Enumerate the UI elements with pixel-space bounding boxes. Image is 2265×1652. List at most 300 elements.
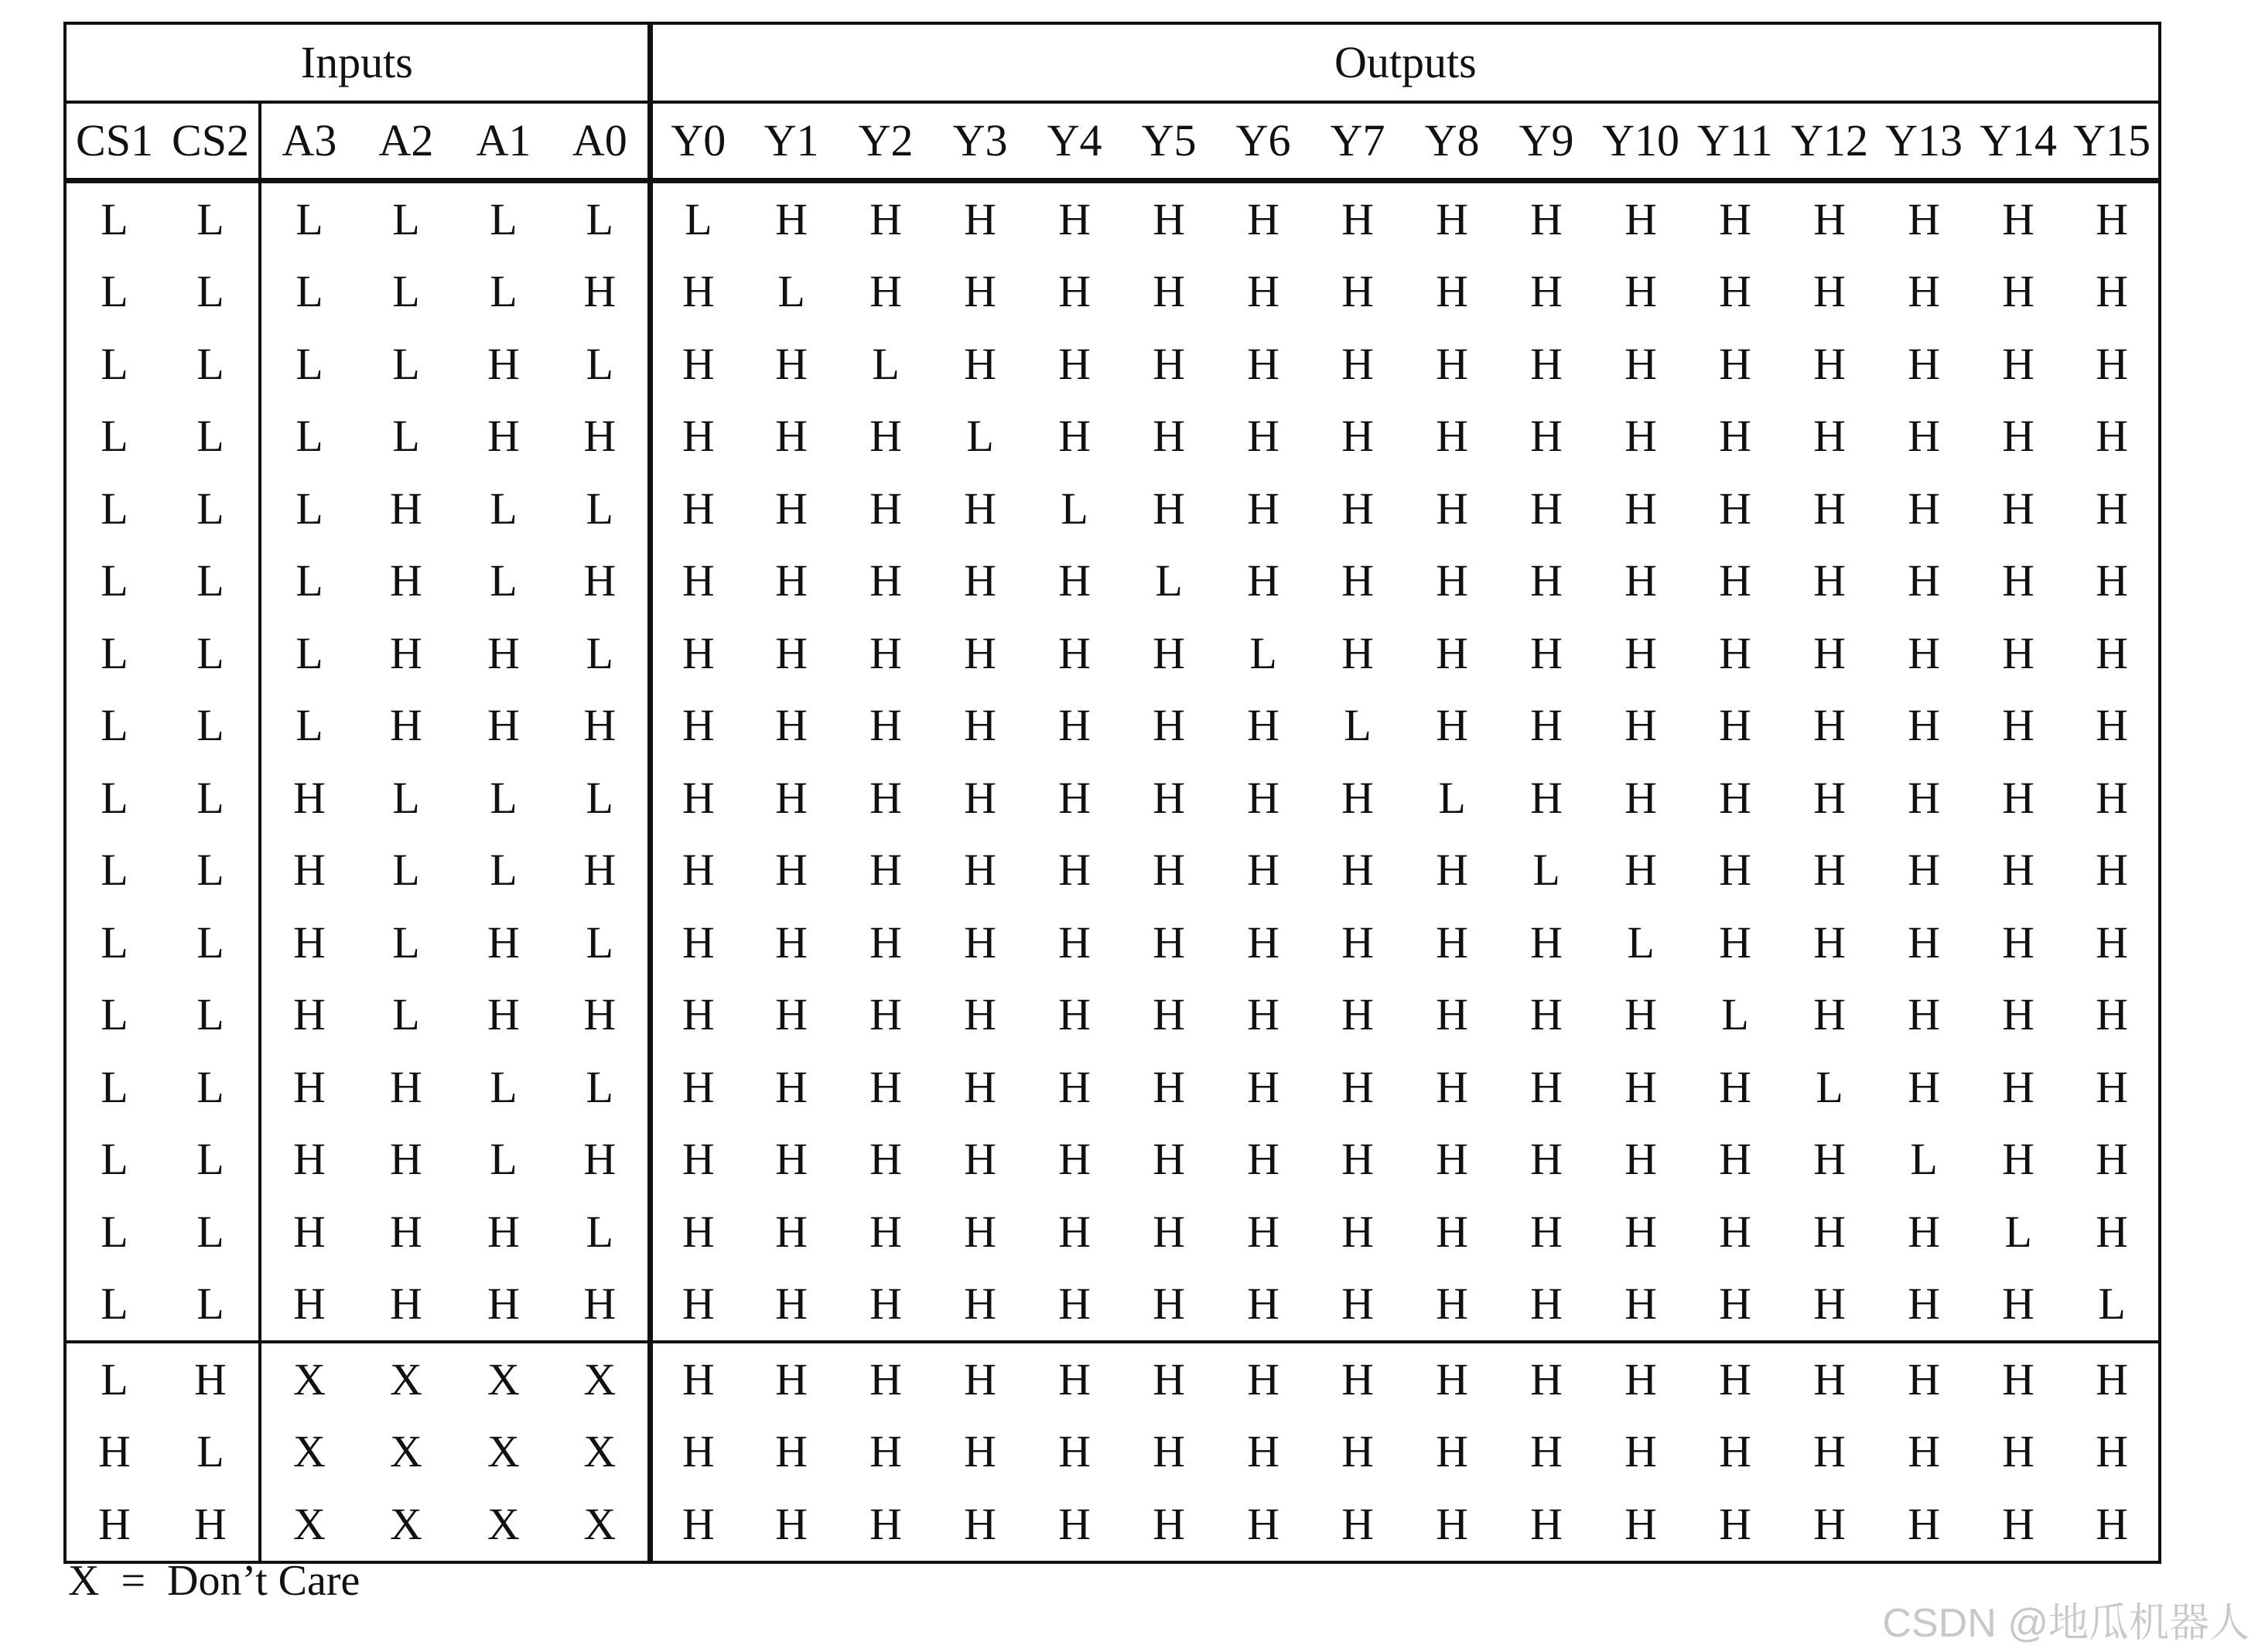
input-cell: L bbox=[162, 906, 260, 979]
input-cell: H bbox=[552, 545, 650, 618]
output-cell: L bbox=[1249, 627, 1277, 678]
output-cell: H bbox=[775, 772, 808, 823]
output-cell: H bbox=[1341, 845, 1374, 896]
output-cell: H bbox=[1153, 193, 1185, 244]
output-cell: H bbox=[2002, 266, 2034, 317]
output-cell: H bbox=[1247, 483, 1279, 534]
output-cell: L bbox=[872, 338, 900, 389]
input-cell: L bbox=[162, 762, 260, 835]
input-cell: L bbox=[162, 1196, 260, 1268]
output-cell: H bbox=[1058, 1426, 1091, 1477]
output-cell: H bbox=[2096, 1206, 2129, 1257]
output-cell: H bbox=[869, 1061, 902, 1112]
input-cell: L bbox=[101, 627, 128, 678]
output-cell: H bbox=[1436, 1426, 1468, 1477]
input-cell: H bbox=[487, 1278, 520, 1329]
output-cell: H bbox=[1153, 916, 1185, 968]
output-cell: H bbox=[2002, 845, 2034, 896]
table-row bbox=[65, 401, 2160, 473]
output-cell: H bbox=[1058, 193, 1091, 244]
output-cell: H bbox=[1247, 1134, 1279, 1185]
output-cell: H bbox=[775, 555, 808, 606]
output-cell: H bbox=[682, 411, 715, 462]
output-cell: H bbox=[1530, 1061, 1563, 1112]
input-cell: X bbox=[293, 1498, 326, 1549]
column-header-y5: Y5 bbox=[1122, 102, 1216, 181]
output-cell: H bbox=[1341, 483, 1374, 534]
output-cell: H bbox=[775, 1206, 808, 1257]
output-cell: H bbox=[2096, 338, 2129, 389]
input-cell: L bbox=[162, 617, 260, 690]
output-cell: H bbox=[869, 1134, 902, 1185]
column-header-y0: Y0 bbox=[650, 102, 744, 181]
input-cell: L bbox=[101, 266, 128, 317]
output-cell: H bbox=[1341, 1061, 1374, 1112]
output-cell: H bbox=[1624, 1426, 1657, 1477]
output-cell: H bbox=[2096, 700, 2129, 751]
output-cell: L bbox=[777, 266, 805, 317]
input-cell: L bbox=[101, 555, 128, 606]
output-cell: H bbox=[1341, 1134, 1374, 1185]
input-cell: X bbox=[293, 1426, 326, 1477]
output-cell: H bbox=[682, 916, 715, 968]
output-cell: H bbox=[775, 1134, 808, 1185]
output-cell: L bbox=[1910, 1134, 1938, 1185]
output-cell: H bbox=[1058, 1498, 1091, 1549]
output-cell: H bbox=[964, 845, 996, 896]
output-cell: H bbox=[1436, 700, 1468, 751]
output-cell: H bbox=[1341, 1278, 1374, 1329]
output-cell: H bbox=[933, 1342, 1027, 1416]
input-cell: X bbox=[552, 1416, 650, 1489]
output-cell: H bbox=[1624, 266, 1657, 317]
output-cell: H bbox=[1341, 1498, 1374, 1549]
input-cell: H bbox=[552, 1268, 650, 1343]
input-cell: L bbox=[162, 1051, 260, 1124]
input-cell: L bbox=[101, 1134, 128, 1185]
output-cell: H bbox=[1153, 1498, 1185, 1549]
output-cell: H bbox=[964, 266, 996, 317]
output-cell: H bbox=[1782, 1342, 1877, 1416]
output-cell: H bbox=[964, 338, 996, 389]
table-row bbox=[65, 1488, 2160, 1562]
input-cell: X bbox=[390, 1426, 422, 1477]
output-cell: H bbox=[1058, 338, 1091, 389]
output-cell: H bbox=[1436, 555, 1468, 606]
output-cell: H bbox=[1908, 772, 1940, 823]
table-row bbox=[65, 906, 2160, 979]
output-cell: H bbox=[1341, 266, 1374, 317]
output-cell: H bbox=[1436, 989, 1468, 1040]
output-cell: H bbox=[964, 1134, 996, 1185]
output-cell: H bbox=[1908, 338, 1940, 389]
input-cell: X bbox=[487, 1498, 520, 1549]
input-cell: L bbox=[162, 473, 260, 545]
input-cell: L bbox=[101, 193, 128, 244]
output-cell: H bbox=[1530, 338, 1563, 389]
column-header-y10: Y10 bbox=[1594, 102, 1688, 181]
column-header-y11: Y11 bbox=[1688, 102, 1782, 181]
output-cell: H bbox=[839, 1342, 933, 1416]
output-cell: H bbox=[2096, 772, 2129, 823]
output-cell: H bbox=[1247, 1278, 1279, 1329]
output-cell: H bbox=[1058, 1206, 1091, 1257]
output-cell: H bbox=[1436, 266, 1468, 317]
output-cell: H bbox=[682, 555, 715, 606]
output-cell: H bbox=[775, 1426, 808, 1477]
column-header-y8: Y8 bbox=[1405, 102, 1499, 181]
output-cell: H bbox=[775, 627, 808, 678]
column-header-a2: A2 bbox=[357, 102, 455, 181]
output-cell: H bbox=[1530, 1134, 1563, 1185]
output-cell: H bbox=[964, 916, 996, 968]
output-cell: H bbox=[1405, 1342, 1499, 1416]
output-cell: H bbox=[1813, 916, 1846, 968]
output-cell: H bbox=[1908, 1426, 1940, 1477]
output-cell: H bbox=[1908, 193, 1940, 244]
input-cell: L bbox=[101, 989, 128, 1040]
input-cell: H bbox=[487, 411, 520, 462]
input-cell: L bbox=[296, 411, 323, 462]
input-cell: H bbox=[293, 1134, 326, 1185]
output-cell: H bbox=[1813, 411, 1846, 462]
input-cell: H bbox=[162, 1488, 260, 1562]
output-cell: H bbox=[1153, 845, 1185, 896]
input-cell: L bbox=[162, 401, 260, 473]
output-cell: H bbox=[1530, 989, 1563, 1040]
output-cell: H bbox=[1813, 627, 1846, 678]
group-header-row bbox=[65, 23, 2160, 102]
output-cell: H bbox=[1436, 483, 1468, 534]
table-body bbox=[65, 181, 2160, 1562]
output-cell: H bbox=[1247, 555, 1279, 606]
output-cell: H bbox=[2002, 700, 2034, 751]
column-header-y9: Y9 bbox=[1499, 102, 1594, 181]
table-row bbox=[65, 762, 2160, 835]
output-cell: H bbox=[2096, 1134, 2129, 1185]
output-cell: H bbox=[1058, 555, 1091, 606]
output-cell: H bbox=[964, 772, 996, 823]
output-cell: H bbox=[1719, 1278, 1751, 1329]
output-cell: H bbox=[1530, 411, 1563, 462]
output-cell: H bbox=[1624, 1498, 1657, 1549]
input-cell: L bbox=[296, 483, 323, 534]
output-cell: H bbox=[1341, 1206, 1374, 1257]
input-cell: H bbox=[487, 1206, 520, 1257]
table-row bbox=[65, 979, 2160, 1052]
column-header-cs1: CS1 bbox=[65, 102, 162, 181]
output-cell: H bbox=[1247, 1061, 1279, 1112]
output-cell: H bbox=[1719, 1498, 1751, 1549]
output-cell: H bbox=[2096, 266, 2129, 317]
output-cell: H bbox=[1247, 989, 1279, 1040]
output-cell: L bbox=[1721, 989, 1749, 1040]
input-cell: L bbox=[490, 483, 518, 534]
output-cell: H bbox=[1341, 916, 1374, 968]
output-cell: H bbox=[1247, 338, 1279, 389]
output-cell: H bbox=[1719, 627, 1751, 678]
output-cell: H bbox=[1813, 193, 1846, 244]
output-cell: H bbox=[2002, 989, 2034, 1040]
table-row bbox=[65, 1051, 2160, 1124]
output-cell: H bbox=[1908, 1278, 1940, 1329]
column-header-y13: Y13 bbox=[1877, 102, 1971, 181]
output-cell: H bbox=[1341, 627, 1374, 678]
output-cell: H bbox=[1719, 266, 1751, 317]
output-cell: H bbox=[2096, 411, 2129, 462]
output-cell: H bbox=[2096, 989, 2129, 1040]
output-cell: H bbox=[869, 627, 902, 678]
input-cell: X bbox=[390, 1498, 422, 1549]
output-cell: L bbox=[2004, 1206, 2032, 1257]
output-cell: H bbox=[1719, 193, 1751, 244]
output-cell: H bbox=[2096, 193, 2129, 244]
output-cell: H bbox=[1813, 1206, 1846, 1257]
output-cell: H bbox=[2002, 1498, 2034, 1549]
output-cell: H bbox=[1436, 1206, 1468, 1257]
output-cell: H bbox=[682, 1061, 715, 1112]
output-cell: L bbox=[1816, 1061, 1843, 1112]
output-cell: H bbox=[1813, 845, 1846, 896]
output-cell: H bbox=[2002, 555, 2034, 606]
table-row bbox=[65, 473, 2160, 545]
output-cell: H bbox=[775, 1061, 808, 1112]
footnote: X = Don’t Care bbox=[68, 1557, 360, 1605]
output-cell: H bbox=[1971, 1342, 2065, 1416]
input-cell: L bbox=[552, 906, 650, 979]
output-cell: H bbox=[1153, 1278, 1185, 1329]
output-cell: H bbox=[869, 411, 902, 462]
output-cell: H bbox=[1153, 338, 1185, 389]
output-cell: H bbox=[964, 700, 996, 751]
output-cell: L bbox=[1344, 700, 1372, 751]
output-cell: H bbox=[1341, 555, 1374, 606]
input-cell: L bbox=[552, 1196, 650, 1268]
output-cell: H bbox=[1908, 989, 1940, 1040]
input-cell: X bbox=[552, 1342, 650, 1416]
output-cell: H bbox=[1624, 1278, 1657, 1329]
output-cell: H bbox=[2002, 1134, 2034, 1185]
input-cell: L bbox=[552, 762, 650, 835]
output-cell: H bbox=[1247, 700, 1279, 751]
output-cell: H bbox=[1624, 989, 1657, 1040]
output-cell: H bbox=[1624, 700, 1657, 751]
output-cell: H bbox=[1247, 411, 1279, 462]
input-cell: H bbox=[293, 916, 326, 968]
input-cell: L bbox=[162, 835, 260, 907]
input-cell: X bbox=[455, 1342, 552, 1416]
output-cell: H bbox=[1624, 483, 1657, 534]
output-cell: H bbox=[1624, 627, 1657, 678]
input-cell: L bbox=[392, 411, 420, 462]
output-cell: H bbox=[682, 845, 715, 896]
output-cell: H bbox=[2002, 411, 2034, 462]
output-cell: H bbox=[1153, 772, 1185, 823]
output-cell: H bbox=[2002, 1278, 2034, 1329]
output-cell: H bbox=[1247, 772, 1279, 823]
output-cell: H bbox=[1530, 483, 1563, 534]
output-cell: H bbox=[1719, 1134, 1751, 1185]
input-cell: H bbox=[487, 989, 520, 1040]
output-cell: H bbox=[1624, 555, 1657, 606]
table-row bbox=[65, 690, 2160, 763]
output-cell: H bbox=[869, 916, 902, 968]
output-cell: H bbox=[1436, 338, 1468, 389]
output-cell: H bbox=[1436, 845, 1468, 896]
output-cell: H bbox=[1908, 1061, 1940, 1112]
output-cell: L bbox=[2098, 1278, 2126, 1329]
table-row bbox=[65, 256, 2160, 329]
output-cell: H bbox=[1719, 411, 1751, 462]
output-cell: L bbox=[1627, 916, 1655, 968]
output-cell: H bbox=[1719, 338, 1751, 389]
output-cell: H bbox=[682, 338, 715, 389]
output-cell: H bbox=[964, 1498, 996, 1549]
input-cell: H bbox=[552, 979, 650, 1052]
output-cell: H bbox=[1908, 411, 1940, 462]
input-cell: L bbox=[296, 338, 323, 389]
column-header-y15: Y15 bbox=[2065, 102, 2160, 181]
output-cell: H bbox=[1341, 193, 1374, 244]
input-cell: L bbox=[101, 483, 128, 534]
input-cell: L bbox=[162, 328, 260, 401]
output-cell: H bbox=[1624, 772, 1657, 823]
output-cell: H bbox=[2096, 1498, 2129, 1549]
table-row bbox=[65, 835, 2160, 907]
output-cell: H bbox=[775, 1278, 808, 1329]
input-cell: H bbox=[390, 1061, 422, 1112]
output-cell: H bbox=[1813, 772, 1846, 823]
input-cell: H bbox=[98, 1426, 131, 1477]
output-cell: H bbox=[1058, 1278, 1091, 1329]
column-header-y14: Y14 bbox=[1971, 102, 2065, 181]
input-cell: L bbox=[101, 916, 128, 968]
output-cell: H bbox=[2002, 193, 2034, 244]
input-cell: L bbox=[296, 193, 323, 244]
input-cell: H bbox=[390, 1278, 422, 1329]
output-cell: L bbox=[1438, 772, 1466, 823]
output-cell: H bbox=[682, 700, 715, 751]
input-cell: L bbox=[392, 989, 420, 1040]
output-cell: H bbox=[1719, 555, 1751, 606]
output-cell: H bbox=[1624, 1206, 1657, 1257]
output-cell: H bbox=[1216, 1342, 1310, 1416]
output-cell: H bbox=[2096, 627, 2129, 678]
input-cell: L bbox=[296, 700, 323, 751]
output-cell: H bbox=[2096, 555, 2129, 606]
input-cell: H bbox=[293, 1278, 326, 1329]
input-cell: H bbox=[390, 1206, 422, 1257]
output-cell: H bbox=[869, 700, 902, 751]
output-cell: L bbox=[1061, 483, 1088, 534]
output-cell: H bbox=[1247, 266, 1279, 317]
output-cell: H bbox=[2002, 338, 2034, 389]
output-cell: H bbox=[1594, 1342, 1688, 1416]
output-cell: H bbox=[1530, 772, 1563, 823]
output-cell: H bbox=[1530, 266, 1563, 317]
output-cell: H bbox=[682, 483, 715, 534]
output-cell: H bbox=[1908, 266, 1940, 317]
column-header-cs2: CS2 bbox=[162, 102, 260, 181]
output-cell: H bbox=[2002, 627, 2034, 678]
input-cell: X bbox=[357, 1342, 455, 1416]
input-cell: H bbox=[487, 627, 520, 678]
watermark: CSDN @地瓜机器人 bbox=[1882, 1601, 2250, 1646]
output-cell: H bbox=[682, 989, 715, 1040]
output-cell: H bbox=[1153, 1134, 1185, 1185]
input-cell: L bbox=[296, 627, 323, 678]
output-cell: H bbox=[775, 411, 808, 462]
output-cell: L bbox=[1532, 845, 1560, 896]
output-cell: H bbox=[1530, 700, 1563, 751]
output-cell: H bbox=[1813, 1278, 1846, 1329]
input-cell: L bbox=[101, 700, 128, 751]
column-header-y7: Y7 bbox=[1310, 102, 1405, 181]
output-cell: H bbox=[1153, 627, 1185, 678]
output-cell: H bbox=[1058, 411, 1091, 462]
output-cell: H bbox=[1530, 1278, 1563, 1329]
output-cell: H bbox=[1813, 338, 1846, 389]
output-cell: H bbox=[1813, 700, 1846, 751]
input-cell: L bbox=[162, 1268, 260, 1343]
input-cell: L bbox=[101, 1206, 128, 1257]
output-cell: H bbox=[1153, 266, 1185, 317]
input-cell: L bbox=[490, 1134, 518, 1185]
input-cell: H bbox=[390, 700, 422, 751]
output-cell: H bbox=[682, 627, 715, 678]
output-cell: H bbox=[964, 483, 996, 534]
output-cell: H bbox=[869, 1426, 902, 1477]
input-cell: X bbox=[260, 1342, 357, 1416]
column-header-y4: Y4 bbox=[1027, 102, 1122, 181]
input-cell: L bbox=[162, 545, 260, 618]
output-cell: H bbox=[869, 989, 902, 1040]
input-cell: H bbox=[293, 989, 326, 1040]
output-cell: H bbox=[1719, 1426, 1751, 1477]
output-cell: H bbox=[2002, 483, 2034, 534]
output-cell: H bbox=[682, 1278, 715, 1329]
input-cell: L bbox=[162, 690, 260, 763]
input-cell: L bbox=[552, 473, 650, 545]
output-cell: H bbox=[1341, 338, 1374, 389]
output-cell: L bbox=[1155, 555, 1183, 606]
output-cell: H bbox=[869, 772, 902, 823]
input-cell: H bbox=[293, 1061, 326, 1112]
output-cell: H bbox=[1908, 555, 1940, 606]
input-cell: H bbox=[552, 1124, 650, 1196]
output-cell: H bbox=[1341, 989, 1374, 1040]
output-cell: H bbox=[2065, 1342, 2160, 1416]
output-cell: H bbox=[964, 1278, 996, 1329]
output-cell: H bbox=[1310, 1342, 1405, 1416]
output-cell: H bbox=[1499, 1342, 1594, 1416]
input-cell: L bbox=[392, 916, 420, 968]
output-cell: H bbox=[1058, 266, 1091, 317]
output-cell: H bbox=[1436, 411, 1468, 462]
input-cell: H bbox=[552, 401, 650, 473]
output-cell: H bbox=[1719, 916, 1751, 968]
output-cell: H bbox=[1624, 193, 1657, 244]
output-cell: H bbox=[1247, 193, 1279, 244]
input-cell: L bbox=[162, 1416, 260, 1489]
output-cell: H bbox=[1436, 1278, 1468, 1329]
input-cell: L bbox=[162, 979, 260, 1052]
table-row bbox=[65, 328, 2160, 401]
output-cell: H bbox=[1908, 1498, 1940, 1549]
output-cell: H bbox=[1908, 916, 1940, 968]
output-cell: H bbox=[1247, 1498, 1279, 1549]
output-cell: H bbox=[869, 266, 902, 317]
